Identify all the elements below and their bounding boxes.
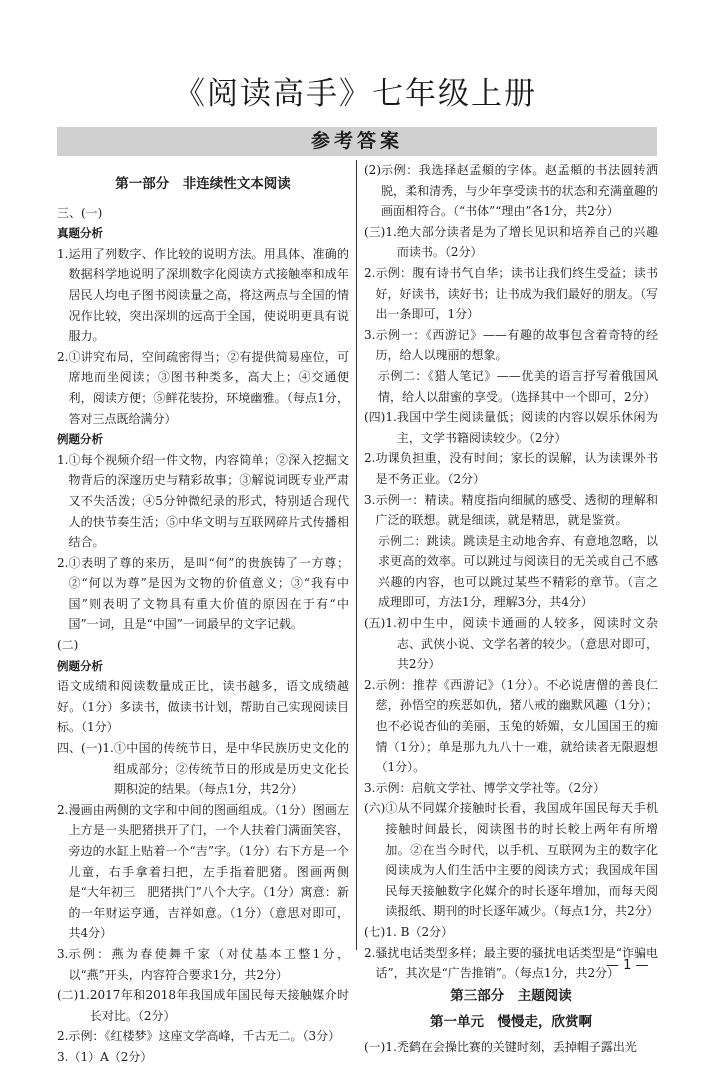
- answer-paragraph: 语文成绩和阅读数量成正比，读书越多，语文成绩越好。（1分）多读书，做读书计划，帮助自己实现阅读目标。（1分）: [57, 679, 349, 735]
- answer-item: 3.（1）A（2分）: [57, 1049, 153, 1064]
- page-number: — 1 —: [606, 958, 649, 973]
- column-divider: [356, 160, 357, 950]
- answer-item: (七)1. B（2分）: [364, 924, 454, 939]
- answer-paragraph: 示例二：跳读。跳读是主动地舍弃、有意地忽略，以求更高的效率。可以跳过与阅读目的无关或自己不感兴趣的内容，也可以跳过某些不精彩的章节。（言之成理即可，方法1分，理解3分，共4分）: [378, 533, 658, 610]
- answer-item: 2. ①表明了尊的来历，是叫“何”的贵族铸了一方尊；②“何以为尊”是因为文物的价值意义；③“我有中国”则表明了文物具有重大价值的原因在于有“中国”一词，且是“中国”一词最早的文字记载。: [57, 555, 349, 632]
- answer-header: 参考答案: [57, 127, 657, 156]
- part1-title: 第一部分 非连续性文本阅读: [115, 176, 291, 192]
- answer-item: (五)1. 初中生中，阅读卡通画的人较多，阅读时文杂志、武侠小说、文学名著的较少。（意思对即可，共2分）: [364, 616, 658, 672]
- left-column: [57, 160, 349, 1068]
- page-title: 《阅读高手》七年级上册: [174, 76, 537, 112]
- answer-paragraph: 示例二：《猎人笔记》——优美的语言抒写着俄国风情，给人以甜蜜的享受。（选择其中一个即可，2分）: [378, 368, 658, 404]
- answer-item: (四)1. 我国中学生阅读量低；阅读的内容以娱乐休闲为主，文学书籍阅读较少。（2分）: [364, 410, 658, 445]
- answer-item: (二)1. 2017年和2018年我国成年国民每天接触媒介时长对比。（2分）: [57, 988, 349, 1023]
- answer-item: 2. 示例：腹有诗书气自华；读书让我们终生受益；读书好，好读书，读好书；让书成为我们最好的朋友。（写出一条即可，1分）: [364, 265, 658, 322]
- subheading: 例题分析: [57, 432, 103, 447]
- part3-title: 第三部分 主题阅读: [450, 987, 572, 1004]
- answer-item: (六) ①从不同媒介接触时长看，我国成年国民每天手机接触时间最长，阅读图书的时长較上两年有所增加。②在当今时代，以手机、互联网为主的数字化阅读成为人们生活中主要的阅读方式；我国成年国民每天接触数字化媒介的时长逐年增加，而每天阅读报纸、期刊的时长逐年减少。（每点1分，共2分）: [364, 801, 659, 919]
- answer-item: 2. 骚扰电话类型多样；最主要的骚扰电话类型是“诈骗电话”，其次是“广告推销”。（每点1分，共2分）: [364, 945, 658, 981]
- answer-item: 1. 运用了列数字、作比较的说明方法。用具体、准确的数据科学地说明了深圳数字化阅读方式接触率和成年居民人均电子图书阅读量之高，将这两点与全国的情况作比较，突出深圳的远高于全国，使说明更具有说服力。: [57, 246, 349, 344]
- answer-item: 四、(一)1. ①中国的传统节日，是中华民族历史文化的组成部分；②传统节日的形成是历史文化长期积淀的结果。（每点1分，共2分）: [57, 741, 349, 797]
- answer-item: 3. 示例一：《西游记》——有趣的故事包含着奇特的经历，给人以瑰丽的想象。: [364, 327, 658, 363]
- answer-item: 3. 示例一：精读。精度指向细腻的感受、透彻的理解和广泛的联想。就是细读，就是精思，就是鉴赏。: [364, 492, 658, 528]
- subheading: 例题分析: [57, 658, 103, 673]
- right-column: [364, 160, 658, 1058]
- answer-item: 2. 漫画由两侧的文字和中间的图画组成。（1分）图画左上方是一头肥猪拱开了门，一个人扶着门满面笑容，旁边的水缸上贴着一个“吉”字。（1分）右下方是一个儿童，右手拿着扫把，左手指着肥猪。图画两侧是“大年初三 肥猪拱门”八个大字。（1分）寓意：新的一年财运亨通，吉祥如意。（1分）（意思对即可，共4分）: [57, 802, 349, 941]
- answer-item: 1. ①每个视频介绍一件文物，内容简单；②深入挖掘文物背后的深邃历史与精彩故事；③解说词既专业严肃又不失活泼；④5分钟微纪录的形式，特别适合现代人的快节奏生活；⑤中华文明与互联网碎片式传播相结合。: [57, 452, 349, 550]
- answer-item: (一)1. 禿鹤在会操比赛的关键时刻，丢掉帽子露出光: [364, 1039, 637, 1054]
- answer-item: (2) 示例：我选择赵孟頫的字体。赵孟頫的书法圆转洒脱，柔和清秀，与少年享受读书的状态和充满童趣的画面相符合。（“书体”“理由”各1分，共2分）: [364, 163, 658, 219]
- answer-item: 2. 功课负担重，没有时间；家长的误解，认为读课外书是不务正业。（2分）: [364, 451, 658, 486]
- subheading: 真题分析: [57, 226, 103, 241]
- section-label: 三、(一): [57, 205, 103, 220]
- answer-item: (三)1. 绝大部分读者是为了增长见识和培养自己的兴趣而读书。（2分）: [364, 224, 658, 260]
- unit1-title: 第一单元 慢慢走，欣赏啊: [430, 1014, 592, 1031]
- answer-item: 3. 示例：燕为春使舞千家（对仗基本工整1分，以“燕”开头，内容符合要求1分，共2分）: [57, 946, 349, 982]
- answer-item: 3. 示例：启航文学社、博学文学社等。（2分）: [364, 780, 606, 795]
- section-label: (二): [57, 638, 79, 653]
- answer-item: 2. 示例：《红楼梦》这座文学高峰，千古无二。（3分）: [57, 1029, 341, 1044]
- answer-item: 2. ①讲究布局，空间疏密得当；②有提供简易座位，可席地而坐阅读；③图书种类多，高大上；④交通便利，阅读方便；⑤鲜花装扮，环境幽雅。（每点1分，答对三点既给满分）: [57, 349, 349, 426]
- answer-item: 2. 示例：推荐《西游记》（1分）。不必说唐僧的善良仁慈，孙悟空的疾恶如仇，猪八戒的幽默风趣（1分）；也不必说杏仙的美丽，玉兔的娇媚，女儿国国王的痴情（1分）；单是那九九八十一难，就给读者无限遐想（1分）。: [364, 677, 658, 775]
